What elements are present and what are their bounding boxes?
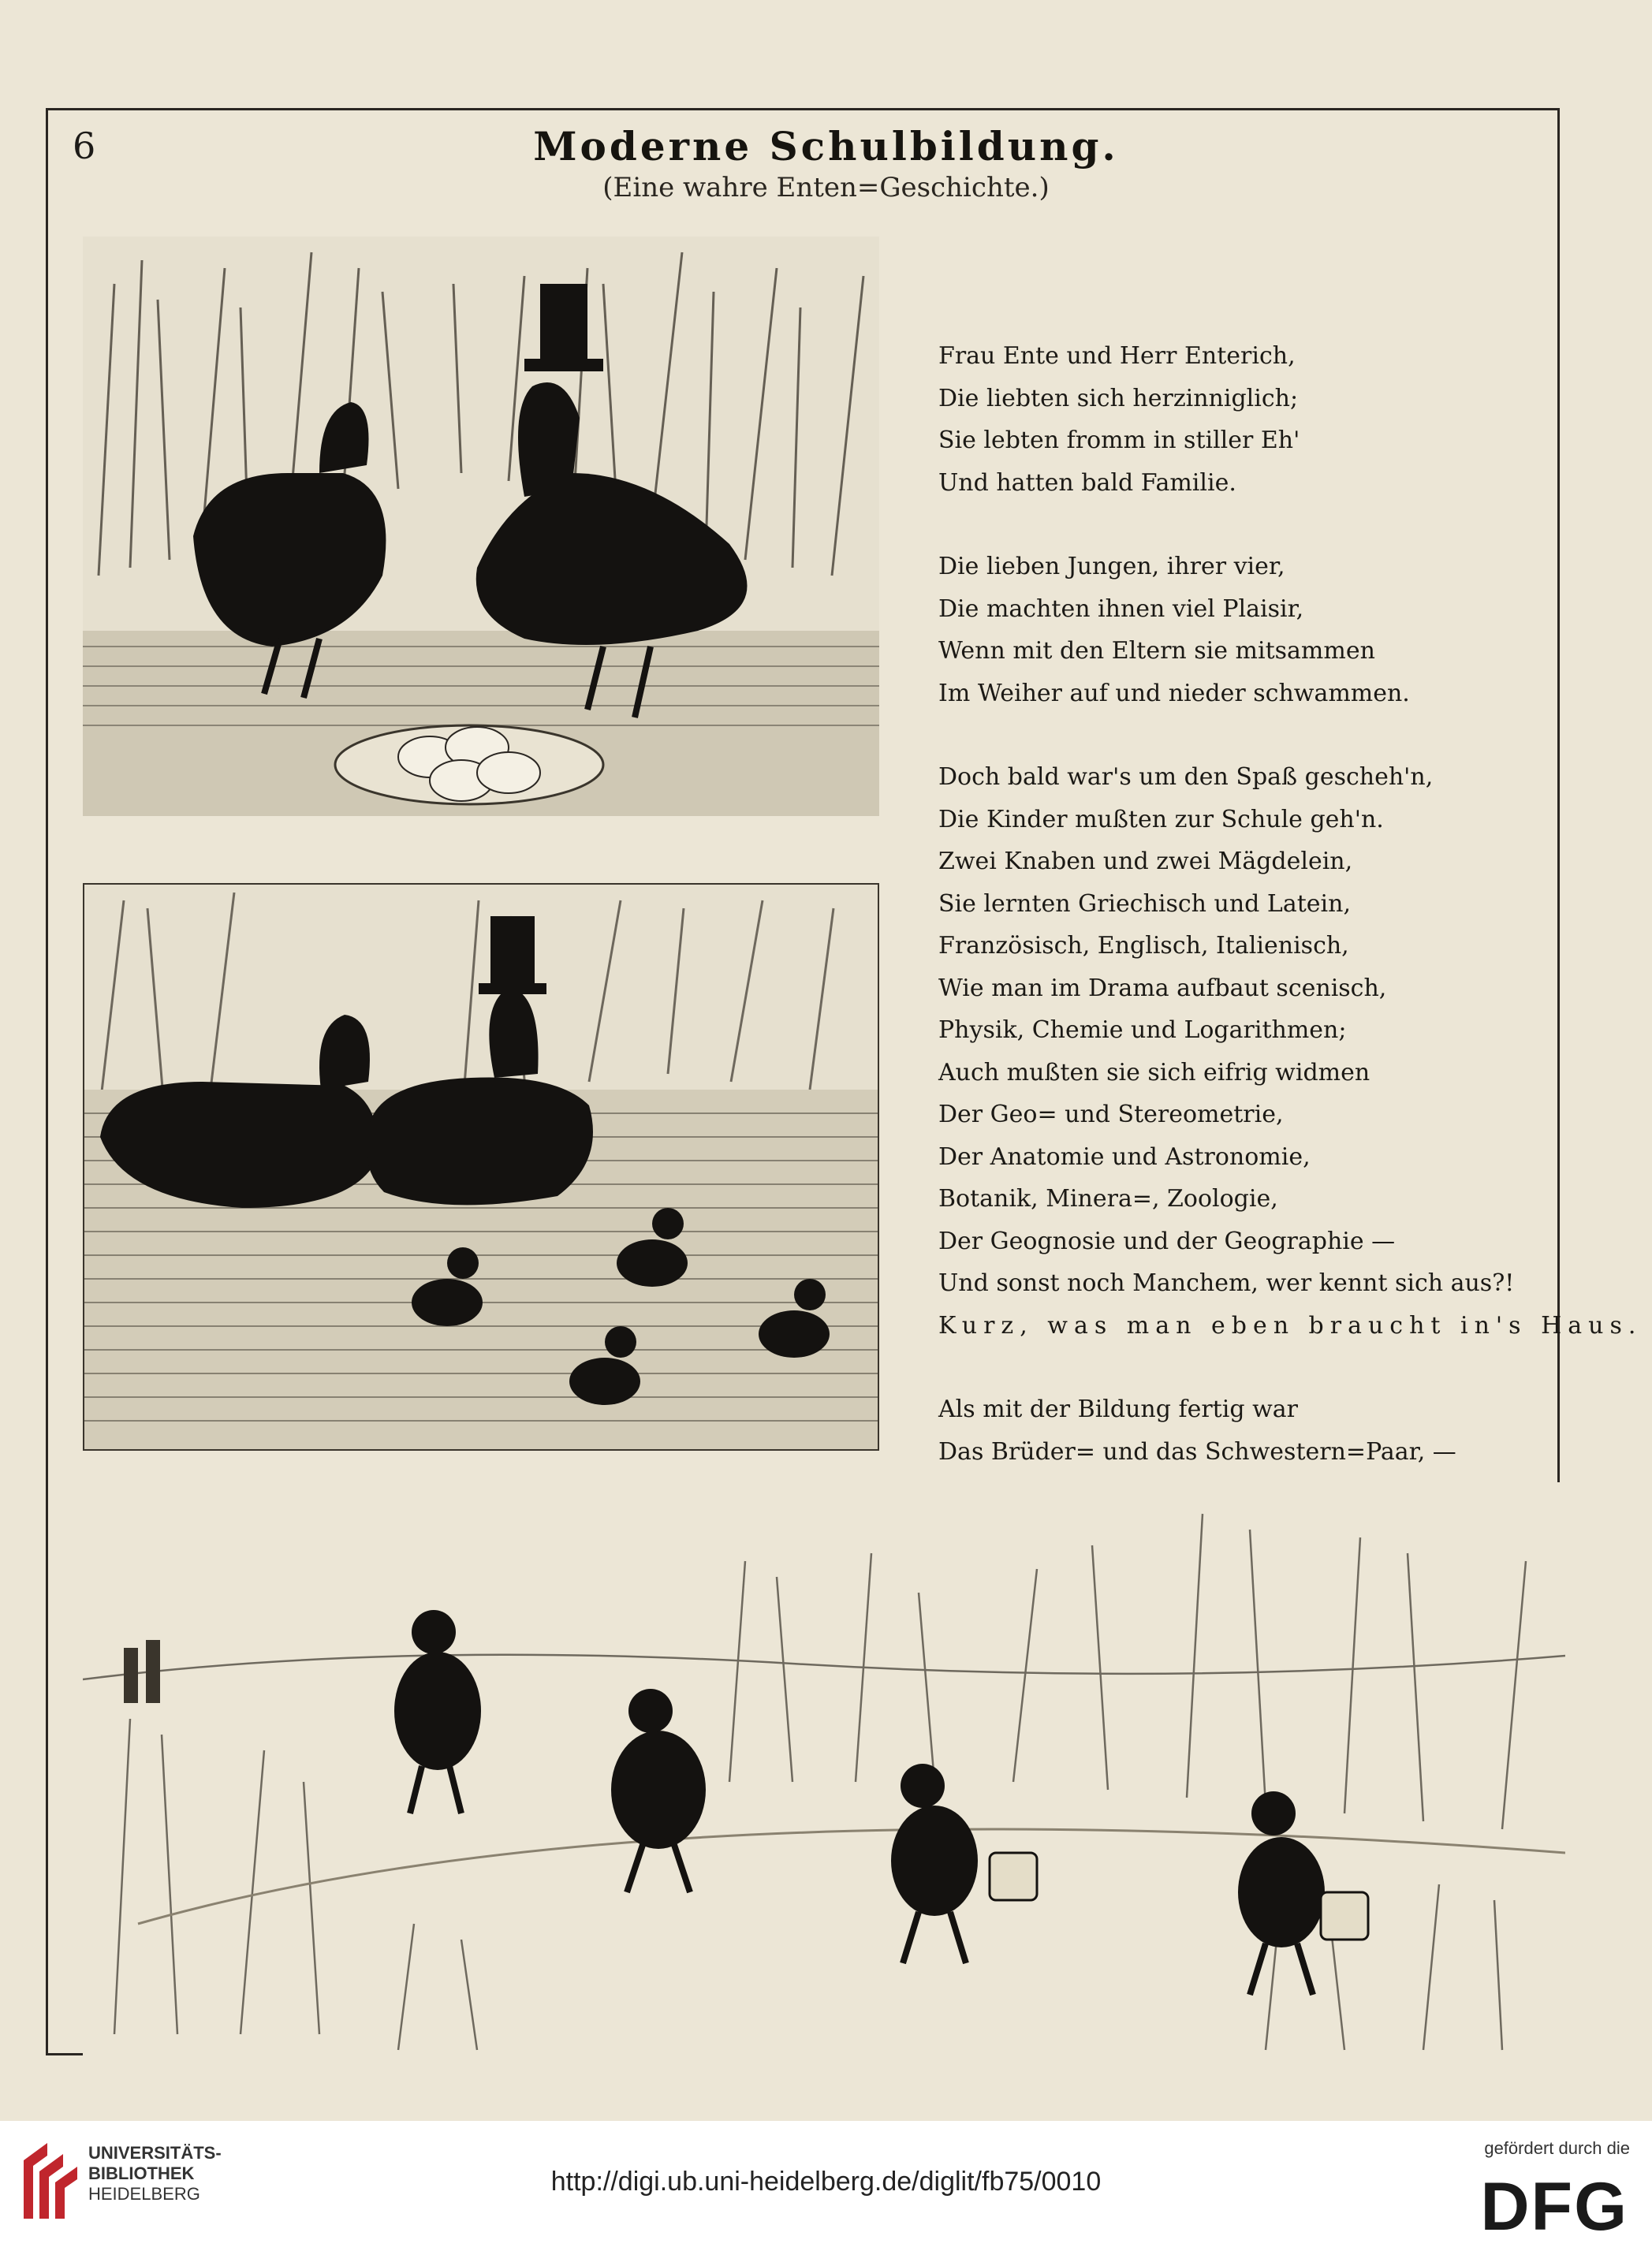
page-title: Moderne Schulbildung. [533, 123, 1119, 170]
poem-line: Wenn mit den Eltern sie mitsammen [938, 637, 1375, 665]
poem-line: Botanik, Minera=, Zoologie, [938, 1185, 1278, 1213]
dfg-logo: DFG [1480, 2169, 1628, 2245]
poem-line: Der Anatomie und Astronomie, [938, 1142, 1311, 1171]
poem-line: Die liebten sich herzinniglich; [938, 384, 1299, 412]
poem-line: Und hatten bald Familie. [938, 468, 1236, 497]
poem-stanza [938, 1388, 1538, 1473]
illustration-walk-to-school [83, 1482, 1565, 2058]
poem-line: Die machten ihnen viel Plaisir, [938, 594, 1304, 623]
poem-line: Zwei Knaben und zwei Mägdelein, [938, 848, 1353, 875]
poem-line: Im Weiher auf und nieder schwammen. [938, 679, 1410, 707]
poem [938, 335, 1643, 1515]
institution-line: HEIDELBERG [88, 2184, 200, 2204]
poem-line: Der Geo= und Stereometrie, [938, 1101, 1284, 1128]
poem-line: Sie lebten fromm in stiller Eh' [938, 427, 1300, 454]
poem-line: Physik, Chemie und Logarithmen; [938, 1016, 1347, 1044]
illustration-duck-couple [83, 237, 879, 816]
poem-line: Auch mußten sie sich eifrig widmen [938, 1058, 1370, 1086]
poem-line: Das Brüder= und das Schwestern=Paar, — [938, 1437, 1456, 1466]
poem-line: Wie man im Drama aufbaut scenisch, [938, 974, 1387, 1002]
poem-line: Doch bald war's um den Spaß gescheh'n, [938, 763, 1434, 791]
poem-stanza [938, 756, 1643, 1347]
poem-line: Die lieben Jungen, ihrer vier, [938, 553, 1285, 580]
institution-line: UNIVERSITÄTS- [88, 2143, 222, 2163]
institution-line: BIBLIOTHEK [88, 2163, 195, 2183]
poem-line: Französisch, Englisch, Italienisch, [938, 932, 1349, 960]
source-url-link[interactable]: http://digi.ub.uni-heidelberg.de/diglit/fb75/0010 [550, 2167, 1102, 2197]
funded-by-label: gefördert durch die [1484, 2138, 1630, 2158]
poem-line: Frau Ente und Herr Enterich, [938, 342, 1296, 370]
poem-line: Kurz, was man eben braucht in's Haus. [938, 1311, 1643, 1340]
poem-line: Die Kinder mußten zur Schule geh'n. [938, 805, 1384, 833]
poem-line: Der Geognosie und der Geographie — [938, 1227, 1396, 1255]
poem-line: Und sonst noch Manchem, wer kennt sich aus?! [938, 1269, 1515, 1297]
page-number: 6 [73, 125, 96, 167]
poem-stanza [938, 546, 1538, 714]
poem-line: Als mit der Bildung fertig war [938, 1396, 1298, 1423]
poem-line: Sie lernten Griechisch und Latein, [938, 889, 1351, 918]
poem-stanza [938, 335, 1538, 504]
illustration-swimming-family [83, 883, 879, 1451]
page-subtitle: (Eine wahre Enten=Geschichte.) [602, 172, 1050, 203]
